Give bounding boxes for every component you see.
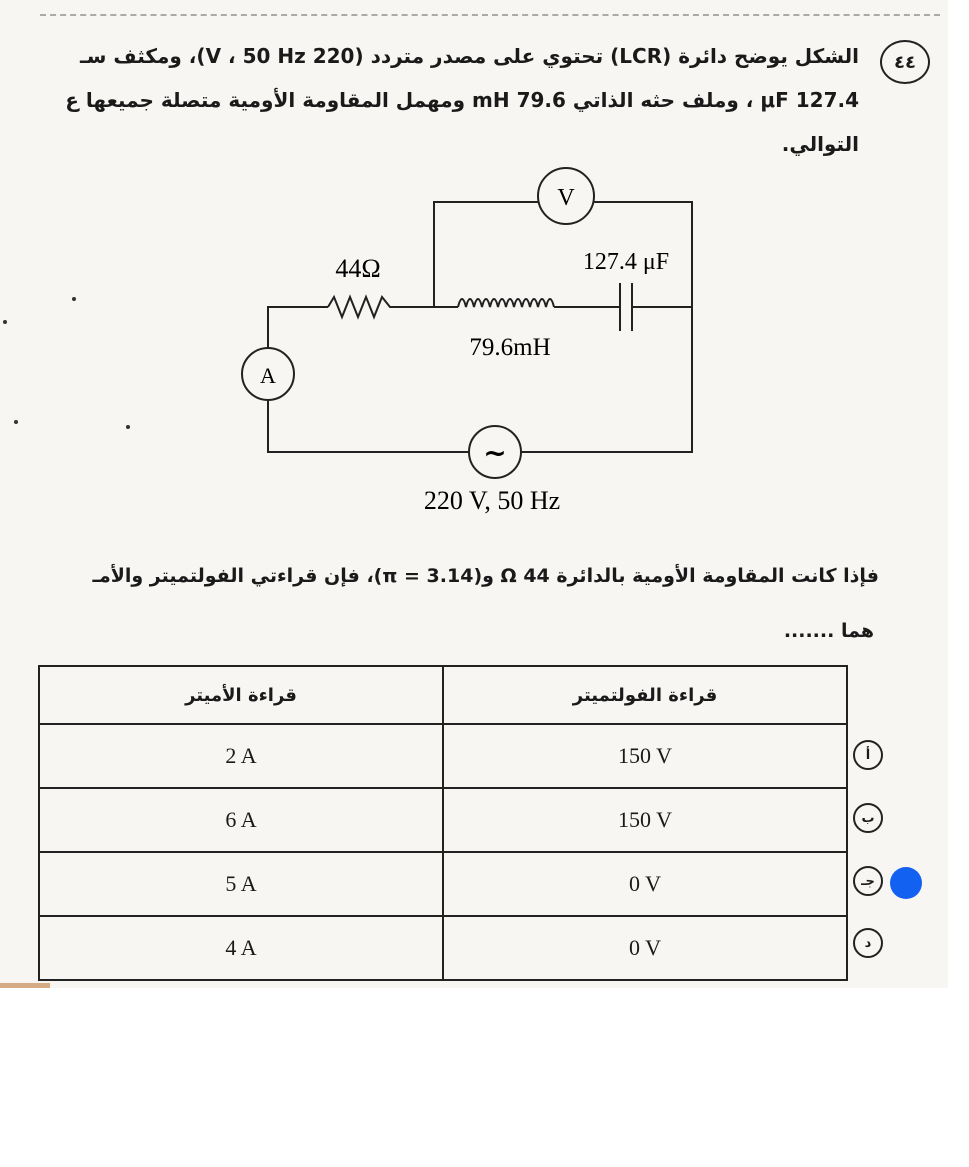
paper-speck [14, 420, 18, 424]
table-header-row [39, 666, 847, 724]
paper-speck [3, 320, 7, 324]
inductor-value-label: 79.6mH [469, 334, 551, 361]
voltmeter-label: V [557, 185, 575, 211]
table-row[interactable] [39, 724, 847, 788]
option-a-radio[interactable]: أ [853, 740, 883, 770]
option-b-radio[interactable]: ب [853, 803, 883, 833]
capacitor-plates [620, 283, 632, 331]
source-value-label: 220 V, 50 Hz [423, 486, 561, 515]
ammeter-reading: 2 A [39, 724, 443, 788]
voltmeter-reading: 0 V [443, 852, 847, 916]
voltmeter-reading: 150 V [443, 724, 847, 788]
ammeter-label: A [260, 363, 276, 388]
question-number-badge: ٤٤ [880, 40, 930, 84]
ammeter-header: قراءة الأميتر [39, 666, 443, 724]
lcr-circuit-diagram [220, 165, 720, 525]
resistor-symbol [328, 297, 438, 317]
paper-speck [72, 297, 76, 301]
option-d-radio[interactable]: د [853, 928, 883, 958]
prompt-text-line-2: هما ....... [783, 620, 874, 642]
page-top-rule [40, 14, 940, 16]
paper-speck [126, 425, 130, 429]
ammeter-reading: 6 A [39, 788, 443, 852]
voltmeter-header: قراءة الفولتميتر [443, 666, 847, 724]
selected-answer-marker [890, 867, 922, 899]
page-edge-shadow [0, 983, 50, 988]
ac-source-symbol: ~ [483, 436, 507, 469]
wire-left-top [268, 307, 328, 352]
answers-table [38, 665, 848, 981]
question-text-line-1: الشكل يوضح دائرة (LCR) تحتوي على مصدر متردد (220 V ، 50 Hz)، ومكثف سـ [79, 44, 859, 68]
ammeter-reading: 5 A [39, 852, 443, 916]
option-c-radio[interactable]: جـ [853, 866, 883, 896]
inductor-coil [458, 299, 554, 307]
voltmeter-reading: 0 V [443, 916, 847, 980]
prompt-text-line-1: فإذا كانت المقاومة الأومية بالدائرة 44 Ω و(π = 3.14)، فإن قراءتي الفولتميتر والأمـ [92, 565, 879, 587]
question-text-line-3: التوالي. [781, 132, 859, 156]
voltmeter-reading: 150 V [443, 788, 847, 852]
table-row[interactable] [39, 788, 847, 852]
question-text-line-2: 127.4 μF ، وملف حثه الذاتي 79.6 mH ومهمل المقاومة الأومية متصلة جميعها ع [65, 88, 859, 112]
table-row[interactable] [39, 916, 847, 980]
ammeter-reading: 4 A [39, 916, 443, 980]
table-row[interactable] [39, 852, 847, 916]
capacitor-value-label: 127.4 μF [582, 249, 670, 275]
resistor-value-label: 44Ω [335, 254, 381, 283]
